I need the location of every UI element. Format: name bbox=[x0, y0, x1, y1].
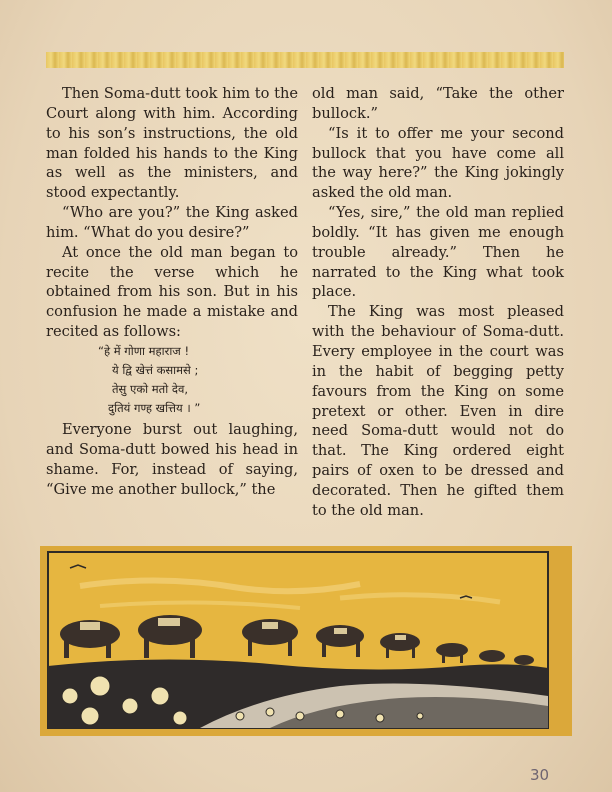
verse-block bbox=[98, 342, 298, 418]
paragraph: old man said, “Take the other bullock.” bbox=[312, 85, 564, 122]
right-column bbox=[312, 84, 564, 521]
paragraph: Everyone burst out laughing, and Soma-dutt bowed his head in shame. For, instead of saying, “Give me another bullock,” the bbox=[46, 420, 298, 498]
illustration-svg bbox=[40, 546, 572, 736]
paragraph: The King was most pleased with the behaviour of Soma-dutt. Every employee in the court was in the habit of begging petty favours from the King on some pretext or other. Even in dire need Soma-dutt would not do that. The King ordered eight pairs of oxen to be dressed and decorated. Then he gifted them to the old man. bbox=[312, 303, 564, 519]
paragraph: “Who are you?” the King asked him. “What do you desire?” bbox=[46, 204, 298, 241]
left-column bbox=[46, 84, 298, 499]
page-number: 30 bbox=[530, 766, 550, 784]
verse-line: तेसु एको मतो देव, bbox=[112, 381, 189, 396]
oxen-procession-illustration bbox=[40, 546, 572, 736]
paragraph: “Is it to offer me your second bullock that you have come all the way here?” the King jokingly asked the old man. bbox=[312, 124, 564, 202]
paragraph: Then Soma-dutt took him to the Court along with him. According to his son’s instructions, the old man folded his hands to the King as well as the ministers, and stood expectantly. bbox=[46, 85, 298, 202]
verse-line: ये द्वि खेत्तं कसामसे ; bbox=[112, 362, 199, 377]
paragraph: At once the old man began to recite the verse which he obtained from his son. But in his confusion he made a mistake and recited as follows: bbox=[46, 243, 298, 341]
verse-line: दुतियं गण्ह खत्तिय । ” bbox=[108, 400, 201, 415]
paragraph: “Yes, sire,” the old man replied boldly. “It has given me enough trouble already.” Then he narrated to the King what took place. bbox=[312, 204, 564, 301]
verse-line: “हे में गोणा महाराज ! bbox=[98, 343, 190, 358]
decorative-border-strip bbox=[46, 52, 564, 68]
